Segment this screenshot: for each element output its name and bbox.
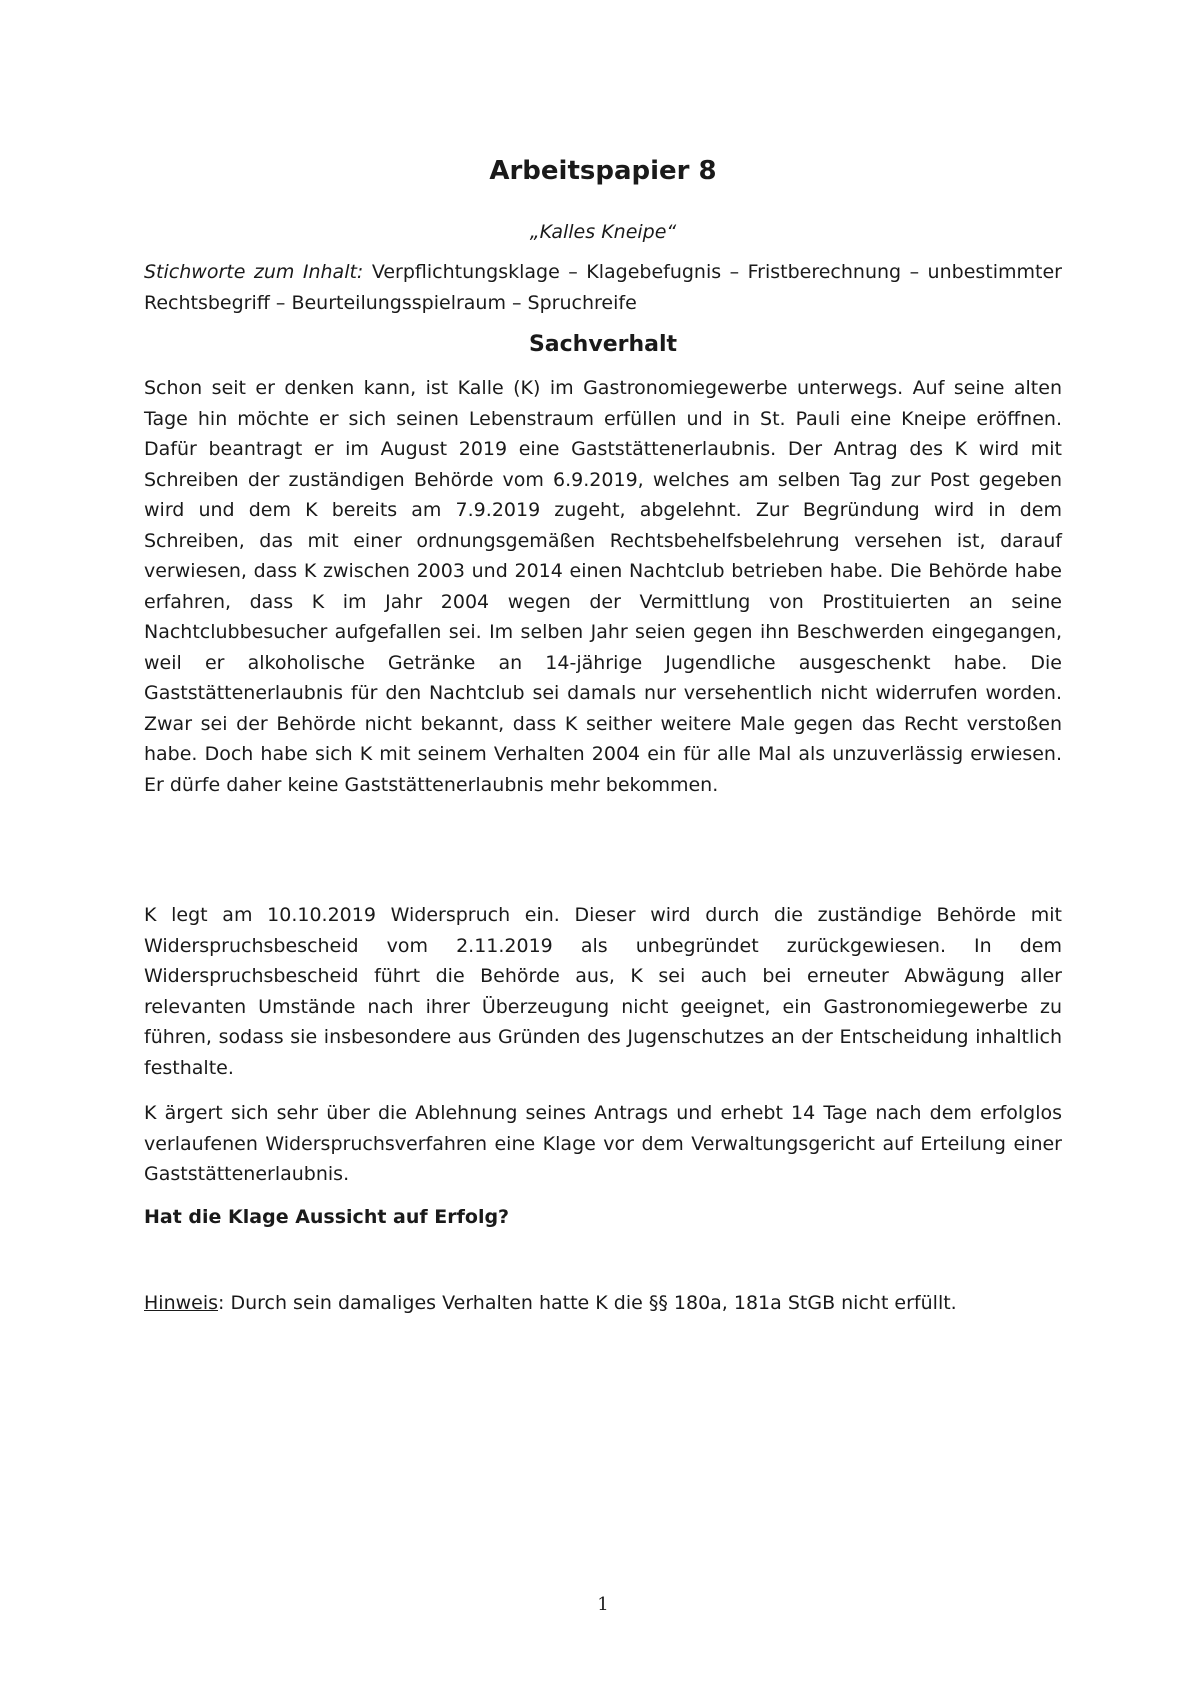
question-line: Hat die Klage Aussicht auf Erfolg? xyxy=(144,1206,510,1228)
note-label: Hinweis xyxy=(144,1292,219,1314)
section-heading-sachverhalt: Sachverhalt xyxy=(528,332,678,357)
paragraph-3: K ärgert sich sehr über die Ablehnung seines Antrags und erhebt 14 Tage nach dem erfolglos verlaufenen Widerspruchsverfahren eine Klage vor dem Verwaltungsgericht auf Erteilung einer Gaststättenerlaubnis. xyxy=(144,1102,1062,1185)
keywords-text: Verpflichtungsklage – Klagebefugnis – Fristberechnung – unbestimmter Rechtsbegriff – Beurteilungsspielraum – Spruchreife xyxy=(144,261,1062,314)
note-text: : Durch sein damaliges Verhalten hatte K die §§ 180a, 181a StGB nicht erfüllt. xyxy=(218,1292,957,1314)
keywords-line xyxy=(144,257,1062,318)
paragraph-2: K legt am 10.10.2019 Widerspruch ein. Dieser wird durch die zuständige Behörde mit Widerspruchsbescheid vom 2.11.2019 als unbegründet zurückgewiesen. In dem Widerspruchsbescheid führt die Behörde aus, K sei auch bei erneuter Abwägung aller relevanten Umstände nach ihrer Überzeugung nicht geeignet, ein Gastronomiegewerbe zu führen, sodass sie insbesondere aus Gründen des Jugenschutzes an der Entscheidung inhaltlich festhalte. xyxy=(144,904,1062,1079)
page-number: 1 xyxy=(597,1594,609,1615)
note-line xyxy=(144,1288,1062,1319)
paragraph-1: Schon seit er denken kann, ist Kalle (K) im Gastronomiegewerbe unterwegs. Auf seine alten Tage hin möchte er sich seinen Lebenstraum erfüllen und in St. Pauli eine Kneipe eröffnen. Dafür beantragt er im August 2019 eine Gaststättenerlaubnis. Der Antrag des K wird mit Schreiben der zuständigen Behörde vom 6.9.2019, welches am selben Tag zur Post gegeben wird und dem K bereits am 7.9.2019 zugeht, abgelehnt. Zur Begründung wird in dem Schreiben, das mit einer ordnungsgemäßen Rechtsbehelfsbelehrung versehen ist, darauf verwiesen, dass K zwischen 2003 und 2014 einen Nachtclub betrieben habe. Die Behörde habe erfahren, dass K im Jahr 2004 wegen der Vermittlung von Prostituierten an seine Nachtclubbesucher aufgefallen sei. Im selben Jahr seien gegen ihn Beschwerden eingegangen, weil er alkoholische Getränke an 14-jährige Jugendliche ausgeschenkt habe. Die Gaststättenerlaubnis für den Nachtclub sei damals nur versehentlich nicht widerrufen worden. Zwar sei der Behörde nicht bekannt, dass K seither weitere Male gegen das Recht verstoßen habe. Doch habe sich K mit seinem Verhalten 2004 ein für alle Mal als unzuverlässig erwiesen. Er dürfe daher keine Gaststättenerlaubnis mehr bekommen. xyxy=(144,377,1062,796)
document-title: Arbeitspapier 8 xyxy=(489,156,717,186)
keywords-label: Stichworte zum Inhalt: xyxy=(144,261,364,283)
document-subtitle: „Kalles Kneipe“ xyxy=(529,221,677,243)
